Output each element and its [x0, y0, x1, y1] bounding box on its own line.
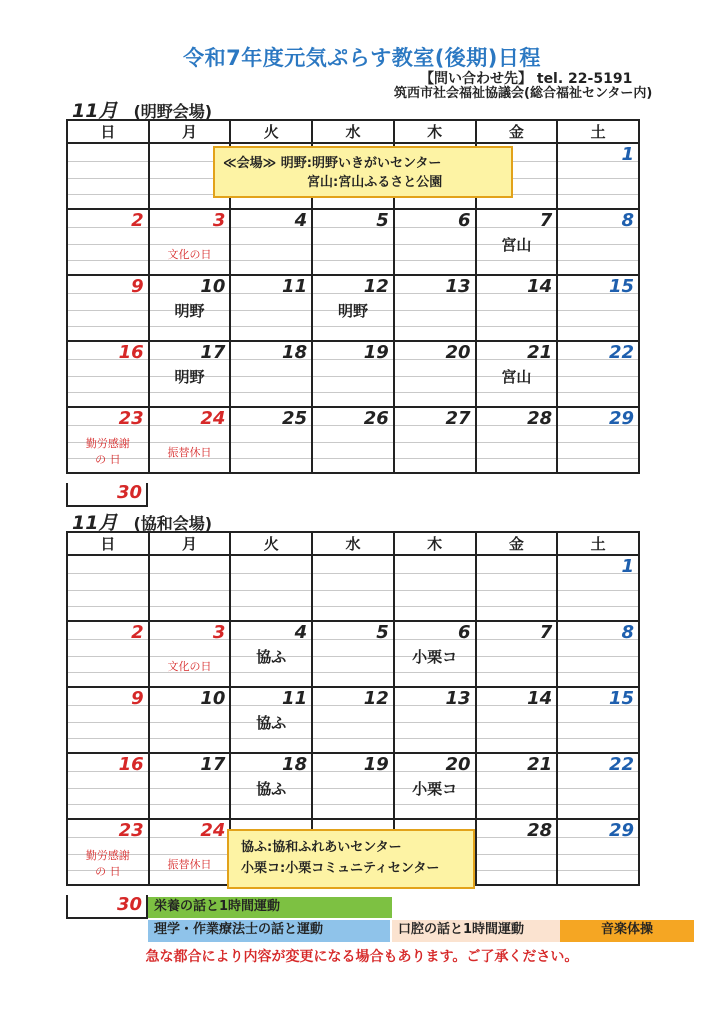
day-cell	[230, 341, 312, 407]
day-cell	[557, 687, 639, 753]
day-cell	[394, 687, 476, 753]
day-cell	[230, 753, 312, 819]
day-cell	[230, 275, 312, 341]
weekday-header: 土	[557, 532, 639, 555]
day-number: 20	[445, 342, 471, 363]
day-number: 8	[621, 622, 634, 643]
day-number: 17	[200, 342, 226, 363]
venue-event: 明野	[174, 368, 205, 386]
day-number: 16	[118, 342, 144, 363]
day-number: 9	[131, 688, 144, 709]
day-cell	[476, 209, 558, 275]
day-number: 3	[212, 210, 226, 231]
venue-event: 小栗コ	[412, 648, 458, 666]
day-number: 7	[539, 622, 553, 643]
calendar-akeno-day-30: 30	[66, 483, 148, 507]
day-number: 6	[457, 622, 471, 643]
section2-venue: (協和会場)	[133, 514, 213, 533]
holiday-label: 振替休日	[167, 446, 212, 459]
holiday-label: 文化の日	[167, 660, 212, 673]
day-cell	[557, 143, 639, 209]
day-number: 18	[282, 342, 308, 363]
venue-legend-akeno-line1: ≪会場≫ 明野:明野いきがいセンター	[223, 156, 442, 171]
day-number: 26	[363, 408, 389, 429]
venue-event: 協ふ	[256, 714, 287, 732]
day-number: 10	[200, 688, 226, 709]
category-therapist: 理学・作業療法士の話と運動	[148, 920, 390, 942]
weekday-header: 木	[394, 120, 476, 143]
day-number: 11	[282, 688, 308, 709]
day-number: 11	[282, 276, 308, 297]
day-number: 7	[539, 210, 553, 231]
day-number: 28	[527, 820, 553, 841]
venue-event: 宮山	[501, 236, 532, 254]
day-cell	[394, 275, 476, 341]
contact-info: 【問い合わせ先】 tel. 22-5191	[420, 71, 633, 87]
weekday-header: 火	[230, 532, 312, 555]
day-number: 2	[131, 210, 144, 231]
section1-venue: (明野会場)	[133, 102, 213, 121]
day-number: 19	[363, 754, 389, 775]
day-cell	[312, 753, 394, 819]
day-cell	[67, 621, 149, 687]
day-number: 12	[363, 276, 389, 297]
venue-event: 明野	[337, 302, 368, 320]
day-number: 8	[621, 210, 634, 231]
day-number: 3	[212, 622, 226, 643]
day-cell	[67, 407, 149, 473]
day-cell	[67, 275, 149, 341]
section2-month: 11月	[72, 512, 118, 534]
weekday-header: 土	[557, 120, 639, 143]
day-cell	[149, 819, 231, 885]
day-cell	[312, 687, 394, 753]
day-number: 20	[445, 754, 471, 775]
day-number: 1	[621, 144, 634, 165]
day-cell	[557, 407, 639, 473]
day-number: 22	[608, 342, 634, 363]
day-cell	[312, 621, 394, 687]
day-number: 18	[282, 754, 308, 775]
day-cell	[67, 753, 149, 819]
day-number: 10	[200, 276, 226, 297]
day-number: 29	[608, 820, 634, 841]
day-cell	[394, 555, 476, 621]
venue-legend-kyowa-line1: 協ふ:協和ふれあいセンター	[241, 840, 402, 855]
day-cell	[149, 621, 231, 687]
day-number: 5	[376, 210, 389, 231]
day-cell	[149, 753, 231, 819]
day-number: 14	[527, 276, 553, 297]
day-cell	[312, 209, 394, 275]
day-number: 5	[376, 622, 389, 643]
venue-event: 協ふ	[256, 648, 287, 666]
weekday-header: 金	[476, 532, 558, 555]
day-cell	[230, 209, 312, 275]
day-cell	[476, 819, 558, 885]
day-cell	[67, 819, 149, 885]
day-cell	[149, 209, 231, 275]
weekday-header: 水	[312, 532, 394, 555]
day-number: 6	[457, 210, 471, 231]
weekday-header: 木	[394, 532, 476, 555]
day-cell	[149, 687, 231, 753]
day-cell	[557, 275, 639, 341]
day-number: 2	[131, 622, 144, 643]
day-number: 4	[294, 210, 308, 231]
venue-event: 宮山	[501, 368, 532, 386]
day-cell	[67, 687, 149, 753]
day-cell	[394, 753, 476, 819]
day-cell	[394, 341, 476, 407]
day-number: 25	[282, 408, 308, 429]
day-number: 23	[118, 820, 144, 841]
category-music: 音楽体操	[560, 920, 694, 942]
day-number: 1	[621, 556, 634, 577]
day-cell	[476, 407, 558, 473]
weekday-header: 日	[67, 532, 149, 555]
holiday-label: 振替休日	[167, 858, 212, 871]
weekday-header: 水	[312, 120, 394, 143]
day-cell	[149, 407, 231, 473]
holiday-label: 文化の日	[167, 248, 212, 261]
day-cell	[476, 555, 558, 621]
day-cell	[67, 143, 149, 209]
day-cell	[557, 621, 639, 687]
venue-legend-akeno	[213, 146, 513, 198]
day-number: 17	[200, 754, 226, 775]
day-cell	[557, 819, 639, 885]
day-number: 24	[200, 408, 226, 429]
day-number: 15	[608, 276, 634, 297]
day-number: 16	[118, 754, 144, 775]
venue-event: 協ふ	[256, 780, 287, 798]
page-title: 令和7年度元気ぷらす教室(後期)日程	[183, 46, 541, 70]
day-cell	[394, 209, 476, 275]
day-number: 12	[363, 688, 389, 709]
day-number: 9	[131, 276, 144, 297]
day-cell	[149, 341, 231, 407]
day-number: 13	[445, 688, 471, 709]
venue-event: 明野	[174, 302, 205, 320]
holiday-label: 勤労感謝 の 日	[85, 849, 130, 878]
calendar-kyowa-day-30: 30	[66, 895, 148, 919]
category-oral: 口腔の話と1時間運動	[392, 920, 560, 942]
weekday-header: 火	[230, 120, 312, 143]
day-cell	[476, 687, 558, 753]
day-cell	[557, 555, 639, 621]
organization-name: 筑西市社会福祉協議会(総合福祉センター内)	[394, 86, 653, 101]
day-cell	[67, 209, 149, 275]
day-cell	[557, 209, 639, 275]
venue-legend-kyowa-line2: 小栗コ:小栗コミュニティセンター	[241, 861, 440, 876]
day-cell	[476, 753, 558, 819]
day-number: 23	[118, 408, 144, 429]
day-cell	[394, 407, 476, 473]
day-cell	[312, 341, 394, 407]
day-cell	[67, 341, 149, 407]
venue-legend-akeno-line2: 宮山:宮山ふるさと公園	[307, 175, 443, 190]
day-number: 13	[445, 276, 471, 297]
day-number: 21	[527, 754, 553, 775]
day-number: 15	[608, 688, 634, 709]
day-number: 24	[200, 820, 226, 841]
day-number: 22	[608, 754, 634, 775]
day-cell	[230, 555, 312, 621]
day-cell	[230, 407, 312, 473]
day-number: 27	[445, 408, 471, 429]
day-number: 19	[363, 342, 389, 363]
day-cell	[230, 687, 312, 753]
category-nutrition: 栄養の話と1時間運動	[148, 897, 392, 918]
day-number: 14	[527, 688, 553, 709]
day-cell	[557, 341, 639, 407]
day-cell	[476, 275, 558, 341]
day-cell	[557, 753, 639, 819]
weekday-header: 月	[149, 120, 231, 143]
footer-notice: 急な都合により内容が変更になる場合もあります。ご了承ください。	[145, 949, 579, 965]
holiday-label: 勤労感謝 の 日	[85, 437, 130, 466]
day-cell	[476, 621, 558, 687]
day-number: 4	[294, 622, 308, 643]
section1-month: 11月	[72, 100, 118, 122]
day-cell	[312, 555, 394, 621]
day-number: 28	[527, 408, 553, 429]
day-cell	[476, 341, 558, 407]
day-cell	[394, 621, 476, 687]
day-number: 29	[608, 408, 634, 429]
weekday-header: 金	[476, 120, 558, 143]
day-cell	[312, 275, 394, 341]
day-cell	[312, 407, 394, 473]
weekday-header: 日	[67, 120, 149, 143]
weekday-header: 月	[149, 532, 231, 555]
venue-legend-kyowa	[227, 829, 475, 889]
day-cell	[149, 275, 231, 341]
venue-event: 小栗コ	[412, 780, 458, 798]
day-cell	[230, 621, 312, 687]
day-cell	[149, 555, 231, 621]
day-cell	[67, 555, 149, 621]
day-number: 21	[527, 342, 553, 363]
